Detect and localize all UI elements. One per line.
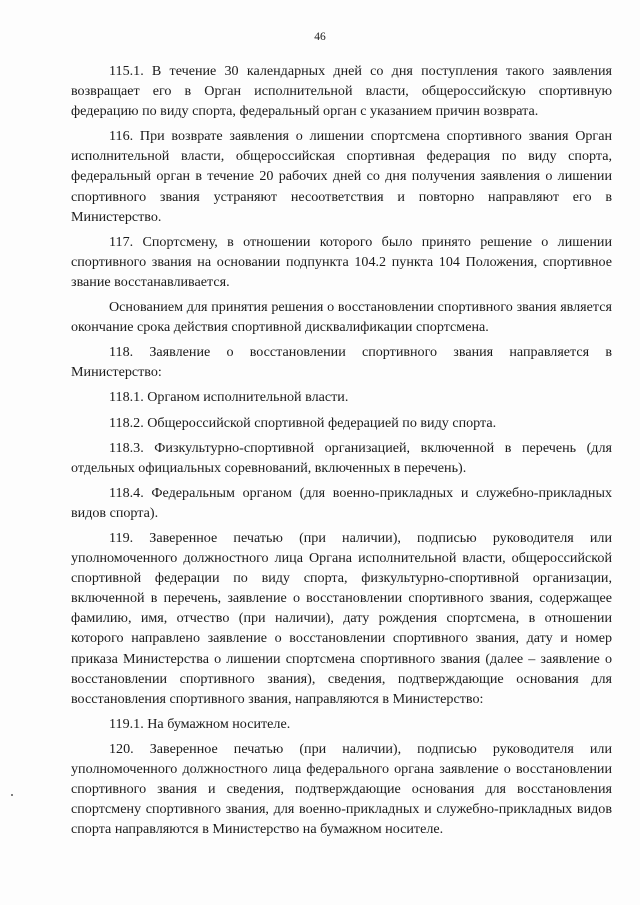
- paragraph-119-1: 119.1. На бумажном носителе.: [109, 715, 291, 732]
- paragraph-118-2: 118.2. Общероссийской спортивной федерацией по виду спорта.: [109, 414, 497, 431]
- paragraph-115-1: 115.1. В течение 30 календарных дней со дня поступления такого заявления возвращает его в Орган исполнительной власти, общероссийскую спортивную федерацию по виду спорта, федеральный орган с указанием причин возврата.: [71, 63, 612, 120]
- paragraph-120: 120. Заверенное печатью (при наличии), подписью руководителя или уполномоченного должностного лица федерального органа заявление о восстановлении спортивного звания и сведения, подтверждающие основания для восстановления спортсмену спортивного звания, для военно-прикладных и служебно-прикладных видов спорта направляются в Министерство на бумажном носителе.: [71, 740, 612, 838]
- paragraph-119: 119. Заверенное печатью (при наличии), подписью руководителя или уполномоченного должностного лица Органа исполнительной власти, общероссийской спортивной федерации по виду спорта, физкультурно-спортивной организации, включенной в перечень, заявление о восстановлении спортивного звания, содержащее фамилию, имя, отчество (при наличии), дату рождения спортсмена, в отношении которого направлено заявление о восстановлении спортивного звания, дату и номер приказа Министерства о лишении спортсмена спортивного звания (далее – заявление о восстановлении спортивного звания), сведения, подтверждающие основания для восстановления спортивного звания, направляются в Министерство:: [71, 529, 612, 707]
- paragraph-118-3: 118.3. Физкультурно-спортивной организацией, включенной в перечень (для отдельных официальных соревнований, включенных в перечень).: [71, 439, 612, 476]
- document-body: [71, 61, 612, 839]
- scan-speck: [11, 794, 13, 796]
- paragraph-118-4: 118.4. Федеральным органом (для военно-прикладных и служебно-прикладных видов спорта).: [71, 484, 612, 521]
- paragraph-117: 117. Спортсмену, в отношении которого было принято решение о лишении спортивного звания на основании подпункта 104.2 пункта 104 Положения, спортивное звание восстанавливается.: [71, 233, 612, 290]
- paragraph-118: 118. Заявление о восстановлении спортивного звания направляется в Министерство:: [71, 344, 612, 381]
- paragraph-118-1: 118.1. Органом исполнительной власти.: [109, 389, 349, 406]
- paragraph-116: 116. При возврате заявления о лишении спортсмена спортивного звания Орган исполнительной власти, общероссийская спортивная федерация по виду спорта, федеральный орган в течение 20 рабочих дней со дня получения заявления о лишении спортивного звания устраняют несоответствия и повторно направляют его в Министерство.: [71, 128, 612, 225]
- paragraph-restoration-basis: Основанием для принятия решения о восстановлении спортивного звания является окончание срока действия спортивной дисквалификации спортсмена.: [71, 299, 612, 336]
- page-number: 46: [314, 31, 326, 43]
